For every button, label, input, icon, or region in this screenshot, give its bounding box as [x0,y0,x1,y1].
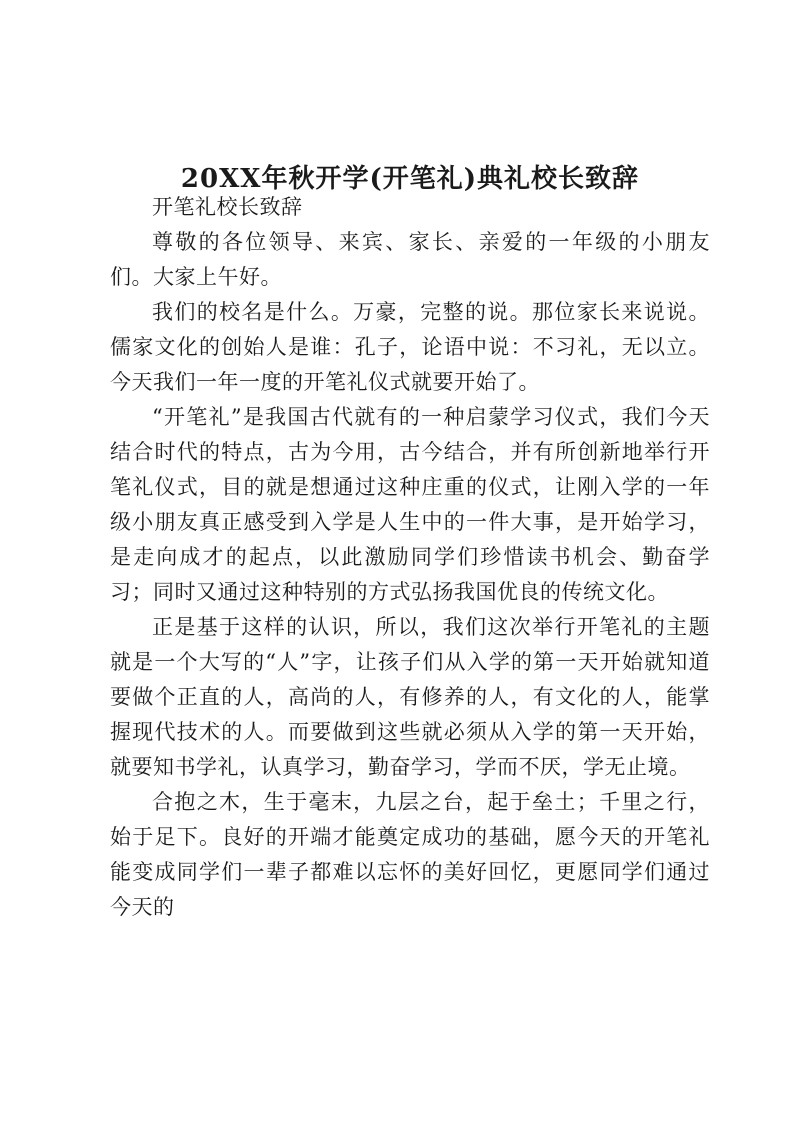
paragraph-heading: 开笔礼校长致辞 [152,195,303,219]
paragraph-ceremony-meaning: “开笔礼”是我国古代就有的一种启蒙学习仪式，我们今天结合时代的特点，古为今用，古今结合，并有所创新地举行开笔礼仪式，目的就是想通过这种庄重的仪式，让刚入学的一年级小朋友真正感受到入学是人生中的一件大事，是开始学习，是走向成才的起点，以此激励同学们珍惜读书机会、勤奋学习；同时又通过这种特别的方式弘扬我国优良的传统文化。 [110,405,710,604]
document-title: 20XX年秋开学(开笔礼)典礼校长致辞 [180,164,640,195]
paragraph-closing: 合抱之木，生于毫末，九层之台，起于垒土；千里之行，始于足下。良好的开端才能奠定成功的基础，愿今天的开笔礼能变成同学们一辈子都难以忘怀的美好回忆，更愿同学们通过今天的 [110,790,710,919]
document-body [110,190,710,925]
paragraph-theme: 正是基于这样的认识，所以，我们这次举行开笔礼的主题就是一个大写的“人”字，让孩子们从入学的第一天开始就知道要做个正直的人，高尚的人，有修养的人，有文化的人，能掌握现代技术的人。而要做到这些就必须从入学的第一天开始，就要知书学礼，认真学习，勤奋学习，学而不厌，学无止境。 [110,615,710,779]
paragraph-greeting: 尊敬的各位领导、来宾、家长、亲爱的一年级的小朋友们。大家上午好。 [110,230,710,289]
paragraph-school-name: 我们的校名是什么。万豪，完整的说。那位家长来说说。儒家文化的创始人是谁：孔子，论语中说：不习礼，无以立。今天我们一年一度的开笔礼仪式就要开始了。 [110,300,710,394]
